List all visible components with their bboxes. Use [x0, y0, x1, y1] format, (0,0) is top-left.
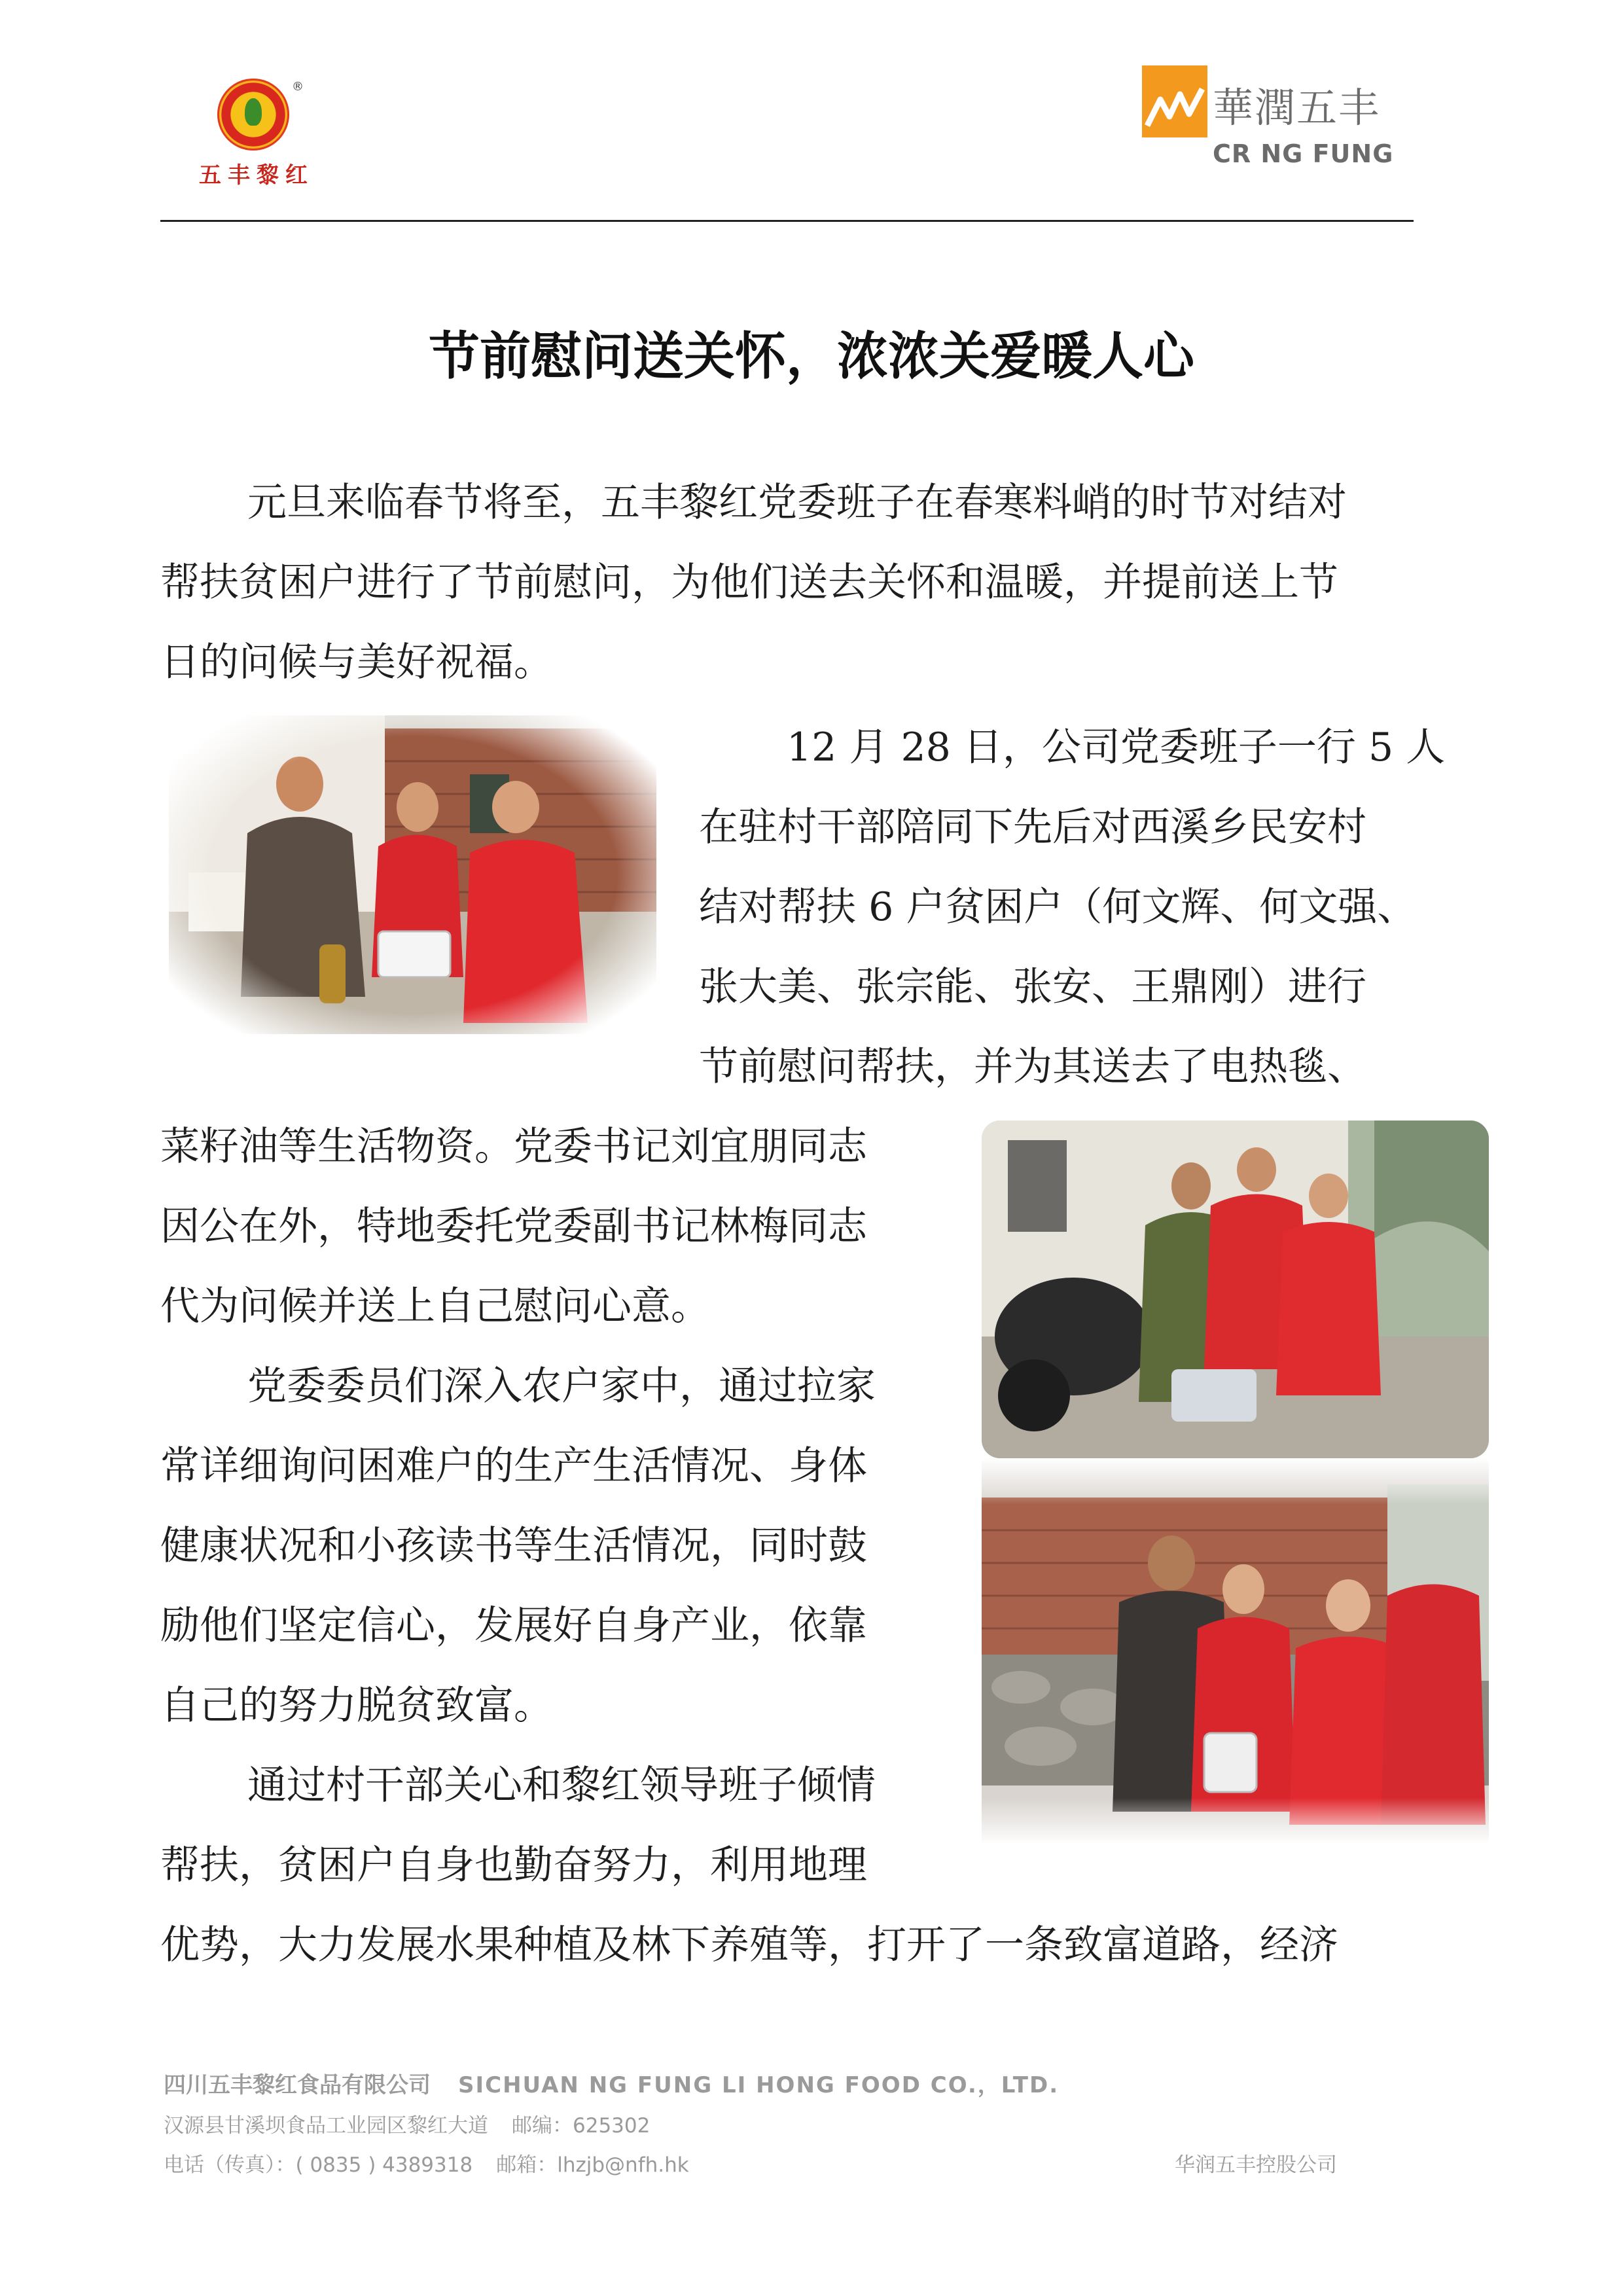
paragraph-line: 12 月 28 日，公司党委班子一行 5 人 — [787, 725, 1446, 770]
footer-postcode: 邮编：625302 — [512, 2114, 651, 2138]
visit-photo-3 — [982, 1458, 1489, 1844]
logo-right-en: CR NG FUNG — [1213, 139, 1394, 168]
paragraph-line: 结对帮扶 6 户贫困户（何文辉、何文强、 — [699, 884, 1417, 930]
footer-phone: 电话（传真）：( 0835 ) 4389318 — [164, 2153, 473, 2177]
footer-address: 汉源县甘溪坝食品工业园区黎红大道 — [164, 2114, 488, 2138]
footer-email: 邮箱：lhzjb@nfh.hk — [496, 2153, 689, 2177]
cr-ngfung-logo — [1142, 62, 1404, 187]
article-title: 节前慰问送关怀，浓浓关爱暖人心 — [428, 327, 1194, 386]
logo-right-cn: 華潤五丰 — [1213, 84, 1381, 132]
footer-company-cn: 四川五丰黎红食品有限公司 — [164, 2072, 431, 2098]
paragraph-line: 党委委员们深入农户家中，通过拉家 — [247, 1363, 876, 1409]
paragraph-line: 代为问候并送上自己慰问心意。 — [160, 1283, 710, 1329]
visit-photo-1 — [169, 715, 656, 1034]
paragraph-line: 通过村干部关心和黎红领导班子倾情 — [247, 1763, 876, 1808]
paragraph-line: 日的问候与美好祝福。 — [160, 639, 553, 685]
paragraph-line: 菜籽油等生活物资。党委书记刘宜朋同志 — [160, 1124, 867, 1170]
paragraph-line: 元旦来临春节将至，五丰黎红党委班子在春寒料峭的时节对结对 — [247, 480, 1347, 526]
paragraph-line: 因公在外，特地委托党委副书记林梅同志 — [160, 1204, 867, 1249]
footer-address-line — [164, 2109, 650, 2138]
paragraph-line: 节前慰问帮扶，并为其送去了电热毯、 — [699, 1044, 1366, 1090]
paragraph-line: 励他们坚定信心，发展好自身产业，依靠 — [160, 1603, 867, 1649]
paragraph-line: 自己的努力脱贫致富。 — [160, 1683, 553, 1729]
paragraph-line: 帮扶贫困户进行了节前慰问，为他们送去关怀和温暖，并提前送上节 — [160, 560, 1338, 605]
header-divider — [160, 220, 1414, 222]
paragraph-line: 在驻村干部陪同下先后对西溪乡民安村 — [699, 804, 1366, 850]
paragraph-line: 健康状况和小孩读书等生活情况，同时鼓 — [160, 1523, 867, 1569]
wufeng-lihong-logo — [171, 65, 335, 190]
logo-left-text: 五丰黎红 — [199, 162, 314, 188]
footer-company — [164, 2067, 1059, 2099]
cr-mountain-icon — [1142, 65, 1207, 137]
footer-holding-company: 华润五丰控股公司 — [1175, 2153, 1337, 2177]
visit-photo-2 — [982, 1121, 1489, 1458]
footer-contact-line — [164, 2148, 689, 2178]
paragraph-line: 帮扶，贫困户自身也勤奋努力，利用地理 — [160, 1842, 867, 1888]
paragraph-line: 常详细询问困难户的生产生活情况、身体 — [160, 1443, 867, 1489]
paragraph-line: 优势，大力发展水果种植及林下养殖等，打开了一条致富道路，经济 — [160, 1922, 1338, 1968]
paragraph-line: 张大美、张宗能、张安、王鼎刚）进行 — [699, 964, 1366, 1010]
seal-emblem — [217, 79, 289, 151]
registered-mark-icon: ® — [292, 80, 304, 94]
footer-company-en: SICHUAN NG FUNG LI HONG FOOD CO.，LTD. — [458, 2072, 1060, 2098]
